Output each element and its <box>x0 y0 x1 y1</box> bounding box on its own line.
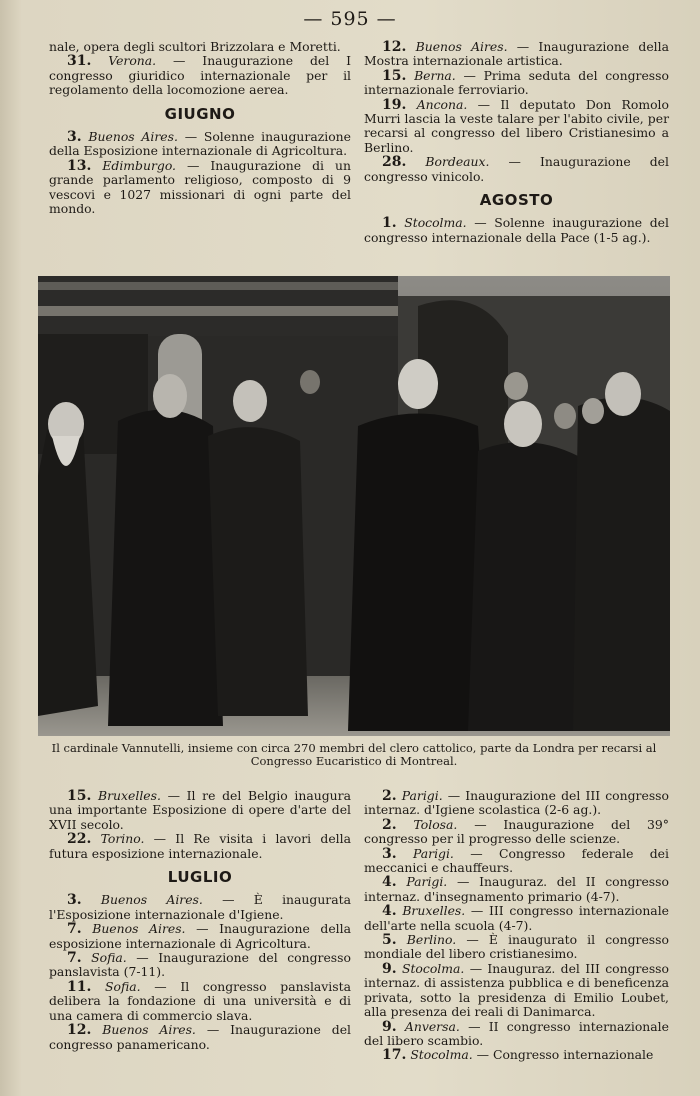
calendar-entry: 13. Edimburgo. — Inaugurazione di un grande parlamento religioso, composto di 9 vescovi e 1027 missionari di ogni parte del mondo. <box>49 157 351 217</box>
column-bottom-left <box>49 789 351 1052</box>
calendar-entry: 4. Bruxelles. — III congresso internazionale dell'arte nella scuola (4-7). <box>364 903 669 933</box>
calendar-entry: 3. Parigi. — Congresso federale dei meccanici e chauffeurs. <box>364 845 669 876</box>
calendar-entry: 12. Buenos Aires. — Inaugurazione della Mostra internazionale artistica. <box>364 39 669 69</box>
column-bottom-right <box>364 789 669 1063</box>
calendar-entry: 9. Anversa. — II congresso internazionale del libero scambio. <box>364 1018 669 1048</box>
calendar-entry: 7. Sofia. — Inaugurazione del congresso panslavista (7-11). <box>49 950 351 980</box>
photo-caption: Il cardinale Vannutelli, insieme con circa 270 membri del clero cattolico, parte da Londra per recarsi al Congresso Eucaristico di Montreal. <box>51 741 657 768</box>
calendar-entry: 3. Buenos Aires. — Solenne inaugurazione della Esposizione internazionale di Agricoltura. <box>49 129 351 159</box>
calendar-entry: 15. Bruxelles. — Il re del Belgio inaugura una importante Esposizione di opere d'arte del XVII secolo. <box>49 788 351 832</box>
calendar-entry: 3. Buenos Aires. — È inaugurata l'Esposizione internazionale d'Igiene. <box>49 892 351 922</box>
calendar-entry: 11. Sofia. — Il congresso panslavista delibera la fondazione di una università e di una camera di commercio slava. <box>49 978 351 1023</box>
calendar-entry: 12. Buenos Aires. — Inaugurazione del congresso panamericano. <box>49 1022 351 1052</box>
calendar-entry: 31. Verona. — Inaugurazione del I congresso giuridico internazionale per il regolamento della locomozione aerea. <box>49 53 351 98</box>
calendar-entry: 2. Tolosa. — Inaugurazione del 39° congresso per il progresso delle scienze. <box>364 816 669 847</box>
continued-text: nale, opera degli scultori Brizzolara e Moretti. <box>49 39 341 54</box>
calendar-entry: 2. Parigi. — Inaugurazione del III congresso internaz. d'Igiene scolastica (2-6 ag.). <box>364 788 669 818</box>
column-top-right <box>364 40 669 245</box>
calendar-entry: 19. Ancona. — Il deputato Don Romolo Murri lascia la veste talare per l'abito civile, per recarsi al congresso del libero Cristianesimo a Berlino. <box>364 96 669 155</box>
calendar-entry: 15. Berna. — Prima seduta del congresso internazionale ferroviario. <box>364 67 669 98</box>
calendar-entry: 5. Berlino. — È inaugurato il congresso mondiale del libero cristianesimo. <box>364 932 669 962</box>
page-number: — 595 — <box>303 8 397 30</box>
calendar-entry: 28. Bordeaux. — Inaugurazione del congresso vinicolo. <box>364 154 669 184</box>
calendar-entry: 9. Stocolma. — Inauguraz. del III congresso internaz. di assistenza pubblica e di beneficenza privata, sotto la presidenza di Emilio Loubet, alla presenza dei reali di Danimarca. <box>364 960 669 1020</box>
calendar-entry: 17. Stocolma. — Congresso internazionale <box>382 1047 654 1064</box>
calendar-entry: 1. Stocolma. — Solenne inaugurazione del congresso internazionale della Pace (1-5 ag.). <box>364 215 669 245</box>
month-heading-giugno: GIUGNO <box>164 104 236 123</box>
column-top-left <box>49 40 351 216</box>
photo-illustration <box>38 276 670 736</box>
calendar-entry: 7. Buenos Aires. — Inaugurazione della esposizione internazionale di Agricoltura. <box>49 921 351 951</box>
month-heading-luglio: LUGLIO <box>167 868 233 887</box>
calendar-entry: 4. Parigi. — Inauguraz. del II congresso internaz. d'insegnamento primario (4-7). <box>364 874 669 904</box>
calendar-entry: 22. Torino. — Il Re visita i lavori della futura esposizione internazionale. <box>49 831 351 861</box>
photograph-clergy-departure <box>38 276 670 736</box>
month-heading-agosto: AGOSTO <box>479 191 554 210</box>
